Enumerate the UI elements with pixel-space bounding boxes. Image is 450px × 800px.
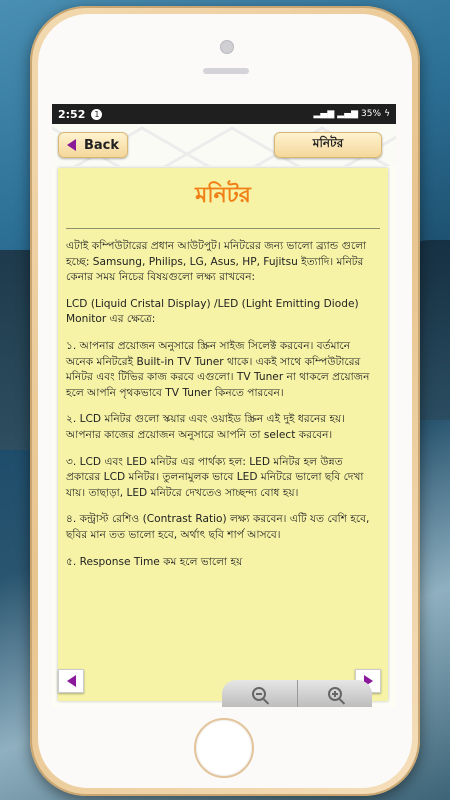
triangle-left-icon bbox=[67, 139, 76, 151]
paragraph-point-1: ১. আপনার প্রয়োজন অনুসারে স্ক্রিন সাইজ সিলেক্ট করবেন। বর্তমানে অনেক মনিটরেই Built-in TV Tuner থাকে। একই সাথে কম্পিউটারের মনিটর এবং টিভির কাজ করবে এগুলো। TV Tuner না থাকলে প্রয়োজন হলে আপনি পৃথকভাবে TV Tuner কিনতে পারবেন। bbox=[66, 339, 370, 399]
paragraph-point-3: ৩. LCD এবং LED মনিটর এর পার্থক্য হল: LED মনিটর হল উন্নত প্রকারের LCD মনিটর। তুলনামুলক ভাবে LED মনিটরে ভালো ছবি দেখা যায়। তাছাড়া, LED মনিটরে দেখতেও সাচ্ছন্দ্য বোধ হয়। bbox=[66, 455, 364, 499]
heading-divider bbox=[66, 228, 380, 229]
zoom-in-button[interactable] bbox=[298, 680, 373, 707]
status-bar bbox=[52, 104, 396, 124]
status-time: 2:52 bbox=[58, 107, 86, 121]
back-button-label: Back bbox=[84, 137, 120, 153]
battery-level: 35% bbox=[361, 109, 382, 119]
paragraph-intro: এটাই কম্পিউটারের প্রধান আউটপুট। মনিটরের জন্য ভালো ব্র্যান্ড গুলো হচ্ছে: Samsung, Philips, LG, Asus, HP, Fujitsu ইত্যাদি। মনিটর কেনার সময় নিচের বিষয়গুলো লক্ষ্য রাখবেন: bbox=[66, 240, 367, 284]
article-body bbox=[58, 239, 388, 570]
zoom-controls bbox=[222, 680, 372, 707]
triangle-left-icon bbox=[67, 675, 76, 687]
zoom-in-icon bbox=[328, 687, 342, 701]
home-button[interactable] bbox=[194, 718, 254, 778]
page-title-button[interactable] bbox=[274, 132, 382, 158]
notification-badge: 1 bbox=[91, 109, 102, 120]
top-toolbar bbox=[52, 124, 396, 166]
front-camera bbox=[220, 40, 234, 54]
article-heading: মনিটর bbox=[195, 183, 251, 208]
paragraph-point-5: ৫. Response Time কম হলে ভালো হয় bbox=[66, 555, 243, 568]
phone-screen bbox=[52, 104, 396, 707]
status-icons bbox=[314, 109, 390, 119]
paragraph-point-4: ৪. কন্ট্রাস্ট রেশিও (Contrast Ratio) লক্ষ্য করবেন। এটি যত বেশি হবে, ছবির মান তত ভালো হবে, অর্থাৎ ছবি শার্প আসবে। bbox=[66, 513, 370, 541]
zoom-out-icon bbox=[252, 687, 266, 701]
wifi-signal-icon: ▂▄▆ bbox=[313, 109, 335, 119]
article-panel bbox=[58, 168, 388, 701]
zoom-out-button[interactable] bbox=[222, 680, 298, 707]
paragraph-point-2: ২. LCD মনিটর গুলো স্কয়ার এবং ওয়াইড স্ক্রিন এই দুই ধরনের হয়। আপনার কাজের প্রয়োজন অনুসারে আপনি তা select করবেন। bbox=[66, 413, 346, 441]
battery-charging-icon: ϟ bbox=[384, 109, 390, 119]
previous-page-button[interactable] bbox=[58, 669, 84, 693]
paragraph-lcd-led: LCD (Liquid Cristal Display) /LED (Light Emitting Diode) Monitor এর ক্ষেত্রে: bbox=[66, 297, 359, 326]
cell-signal-icon: ▂▄▆ bbox=[337, 109, 359, 119]
page-title-label: মনিটর bbox=[312, 136, 344, 150]
back-button[interactable] bbox=[58, 132, 128, 158]
earpiece-speaker bbox=[203, 68, 249, 74]
